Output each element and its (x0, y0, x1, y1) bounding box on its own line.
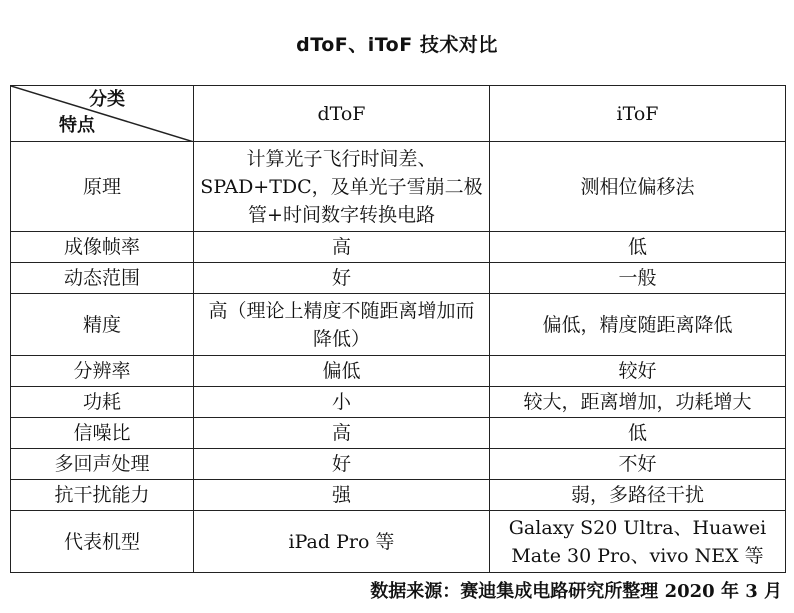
row-dtof-value: 高 (194, 232, 490, 263)
row-dtof-value: iPad Pro 等 (194, 511, 490, 573)
row-itof-value: 偏低，精度随距离降低 (490, 294, 786, 356)
table-row (11, 142, 786, 232)
table-row (11, 387, 786, 418)
source-note (370, 577, 782, 603)
table-row (11, 356, 786, 387)
row-dtof-value: 好 (194, 449, 490, 480)
row-dtof-value: 好 (194, 263, 490, 294)
row-feature: 动态范围 (11, 263, 194, 294)
table-row (11, 263, 786, 294)
table-row (11, 294, 786, 356)
row-dtof-value: 计算光子飞行时间差、SPAD+TDC，及单光子雪崩二极管+时间数字转换电路 (194, 142, 490, 232)
row-dtof-value: 强 (194, 480, 490, 511)
table-row (11, 511, 786, 573)
row-feature: 多回声处理 (11, 449, 194, 480)
header-corner-cell (11, 86, 194, 142)
source-label: 数据来源：赛迪集成电路研究所整理 (370, 581, 659, 602)
row-feature: 代表机型 (11, 511, 194, 573)
row-feature: 功耗 (11, 387, 194, 418)
table-header-row (11, 86, 786, 142)
header-dtof: dToF (194, 86, 490, 142)
row-dtof-value: 小 (194, 387, 490, 418)
row-feature: 精度 (11, 294, 194, 356)
row-itof-value: 一般 (490, 263, 786, 294)
table-row (11, 449, 786, 480)
source-date: 2020 年 3 月 (664, 581, 782, 602)
row-itof-value: 弱，多路径干扰 (490, 480, 786, 511)
row-dtof-value: 高（理论上精度不随距离增加而降低） (194, 294, 490, 356)
row-feature: 信噪比 (11, 418, 194, 449)
table-row (11, 418, 786, 449)
comparison-table (10, 85, 786, 573)
row-itof-value: 不好 (490, 449, 786, 480)
row-itof-value: 低 (490, 232, 786, 263)
header-feature-label: 特点 (59, 115, 95, 136)
row-feature: 抗干扰能力 (11, 480, 194, 511)
row-itof-value: 低 (490, 418, 786, 449)
row-feature: 成像帧率 (11, 232, 194, 263)
row-dtof-value: 高 (194, 418, 490, 449)
page-title: dToF、iToF 技术对比 (296, 34, 498, 56)
row-itof-value: Galaxy S20 Ultra、Huawei Mate 30 Pro、vivo NEX 等 (490, 511, 786, 573)
table-row (11, 232, 786, 263)
row-itof-value: 测相位偏移法 (490, 142, 786, 232)
row-feature: 分辨率 (11, 356, 194, 387)
row-feature: 原理 (11, 142, 194, 232)
row-itof-value: 较大，距离增加，功耗增大 (490, 387, 786, 418)
row-dtof-value: 偏低 (194, 356, 490, 387)
header-itof: iToF (490, 86, 786, 142)
header-category-label: 分类 (89, 89, 125, 110)
table-row (11, 480, 786, 511)
row-itof-value: 较好 (490, 356, 786, 387)
